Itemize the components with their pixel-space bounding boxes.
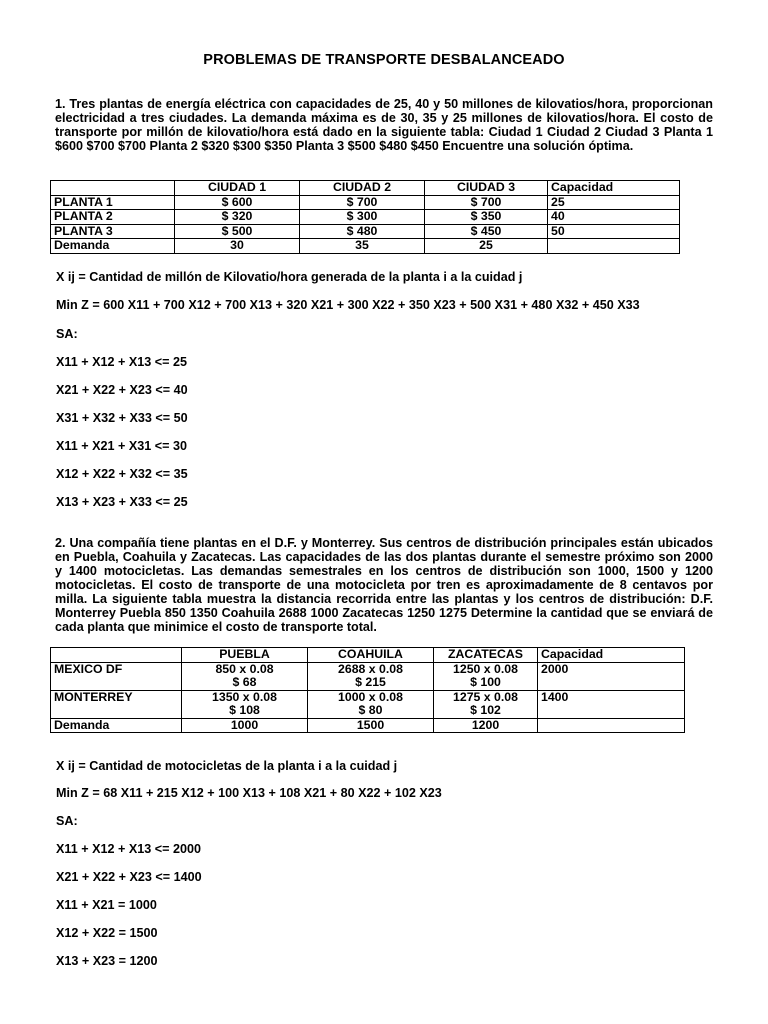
table-row <box>51 210 680 225</box>
table-cell: 35 <box>300 239 425 254</box>
table-header-row <box>51 181 680 196</box>
problem-2-constraint: X11 + X12 + X13 <= 2000 <box>56 842 201 856</box>
table-cell: 25 <box>425 239 548 254</box>
problem-1-statement: 1. Tres plantas de energía eléctrica con capacidades de 25, 40 y 50 millones de kilovatios/hora, proporcionan electricidad a tres ciudades. La demanda máxima es de 30, 35 y 25 millones de kilovatios/hora. El costo de transporte por millón de kilovatio/hora está dado en la siguiente tabla: Ciudad 1 Ciudad 2 Ciudad 3 Planta 1 $600 $700 $700 Planta 2 $320 $300 $350 Planta 3 $500 $480 $450 Encuentre una solución óptima. <box>55 97 713 153</box>
table-cell: 1350 x 0.08 $ 108 <box>182 690 308 718</box>
table-cell: 30 <box>175 239 300 254</box>
table-row <box>51 662 685 690</box>
table-cell: 850 x 0.08 $ 68 <box>182 662 308 690</box>
problem-1-variable-definition: X ij = Cantidad de millón de Kilovatio/hora generada de la planta i a la cuidad j <box>56 270 523 284</box>
row-label: MONTERREY <box>51 690 182 718</box>
problem-2-constraint: X21 + X22 + X23 <= 1400 <box>56 870 202 884</box>
table-cell: 50 <box>548 224 680 239</box>
table-cell: $ 500 <box>175 224 300 239</box>
table-header: COAHUILA <box>308 648 434 663</box>
table-cell: $ 700 <box>425 195 548 210</box>
table-header: CIUDAD 3 <box>425 181 548 196</box>
table-cell: $ 450 <box>425 224 548 239</box>
problem-1-constraint: X21 + X22 + X23 <= 40 <box>56 383 188 397</box>
problem-1-cost-table <box>50 180 680 254</box>
table-header: PUEBLA <box>182 648 308 663</box>
table-cell <box>538 718 685 733</box>
problem-1-constraint: X13 + X23 + X33 <= 25 <box>56 495 188 509</box>
table-row <box>51 224 680 239</box>
problem-1-constraint: X31 + X32 + X33 <= 50 <box>56 411 188 425</box>
table-header: CIUDAD 1 <box>175 181 300 196</box>
row-label: PLANTA 2 <box>51 210 175 225</box>
problem-2-constraint: X13 + X23 = 1200 <box>56 954 158 968</box>
problem-1-constraint: X11 + X21 + X31 <= 30 <box>56 439 187 453</box>
table-header: Capacidad <box>548 181 680 196</box>
table-cell: 1500 <box>308 718 434 733</box>
table-row <box>51 195 680 210</box>
table-cell: 1200 <box>434 718 538 733</box>
row-label: PLANTA 1 <box>51 195 175 210</box>
row-label: Demanda <box>51 718 182 733</box>
table-cell: $ 480 <box>300 224 425 239</box>
problem-2-constraint: X12 + X22 = 1500 <box>56 926 158 940</box>
table-header: ZACATECAS <box>434 648 538 663</box>
table-cell: $ 300 <box>300 210 425 225</box>
problem-1-sa: SA: <box>56 327 78 341</box>
table-row <box>51 690 685 718</box>
table-cell: 1250 x 0.08 $ 100 <box>434 662 538 690</box>
document-title: PROBLEMAS DE TRANSPORTE DESBALANCEADO <box>203 52 565 68</box>
table-cell: 1275 x 0.08 $ 102 <box>434 690 538 718</box>
table-cell <box>51 181 175 196</box>
problem-2-sa: SA: <box>56 814 78 828</box>
row-label: PLANTA 3 <box>51 224 175 239</box>
table-row <box>51 718 685 733</box>
table-cell: 2000 <box>538 662 685 690</box>
table-cell: 1400 <box>538 690 685 718</box>
table-header-row <box>51 648 685 663</box>
problem-2-cost-table <box>50 647 685 733</box>
problem-2-constraint: X11 + X21 = 1000 <box>56 898 157 912</box>
problem-1-constraint: X12 + X22 + X32 <= 35 <box>56 467 188 481</box>
problem-2-variable-definition: X ij = Cantidad de motocicletas de la planta i a la cuidad j <box>56 759 398 773</box>
table-header: CIUDAD 2 <box>300 181 425 196</box>
table-cell <box>51 648 182 663</box>
table-row <box>51 239 680 254</box>
table-header: Capacidad <box>538 648 685 663</box>
problem-2-statement: 2. Una compañía tiene plantas en el D.F. y Monterrey. Sus centros de distribución principales están ubicados en Puebla, Coahuila y Zacatecas. Las capacidades de las dos plantas durante el semestre próximo son 2000 y 1400 motocicletas. Las demandas semestrales en los centros de distribución son 1000, 1500 y 1200 motocicletas. El costo de transporte de una motocicleta por tren es aproximadamente de 8 centavos por milla. La siguiente tabla muestra la distancia recorrida entre las plantas y los centros de distribución: D.F. Monterrey Puebla 850 1350 Coahuila 2688 1000 Zacatecas 1250 1275 Determine la cantidad que se enviará de cada planta que minimice el costo de transporte total. <box>55 536 713 634</box>
table-cell: $ 700 <box>300 195 425 210</box>
problem-1-objective: Min Z = 600 X11 + 700 X12 + 700 X13 + 320 X21 + 300 X22 + 350 X23 + 500 X31 + 480 X32 + 450 X33 <box>56 298 640 312</box>
table-cell: $ 600 <box>175 195 300 210</box>
table-cell: 40 <box>548 210 680 225</box>
table-cell: $ 350 <box>425 210 548 225</box>
problem-1-constraint: X11 + X12 + X13 <= 25 <box>56 355 187 369</box>
table-cell: 1000 x 0.08 $ 80 <box>308 690 434 718</box>
table-cell: 25 <box>548 195 680 210</box>
problem-2-objective: Min Z = 68 X11 + 215 X12 + 100 X13 + 108 X21 + 80 X22 + 102 X23 <box>56 786 442 800</box>
table-cell <box>548 239 680 254</box>
table-cell: 1000 <box>182 718 308 733</box>
row-label: MEXICO DF <box>51 662 182 690</box>
table-cell: 2688 x 0.08 $ 215 <box>308 662 434 690</box>
row-label: Demanda <box>51 239 175 254</box>
table-cell: $ 320 <box>175 210 300 225</box>
